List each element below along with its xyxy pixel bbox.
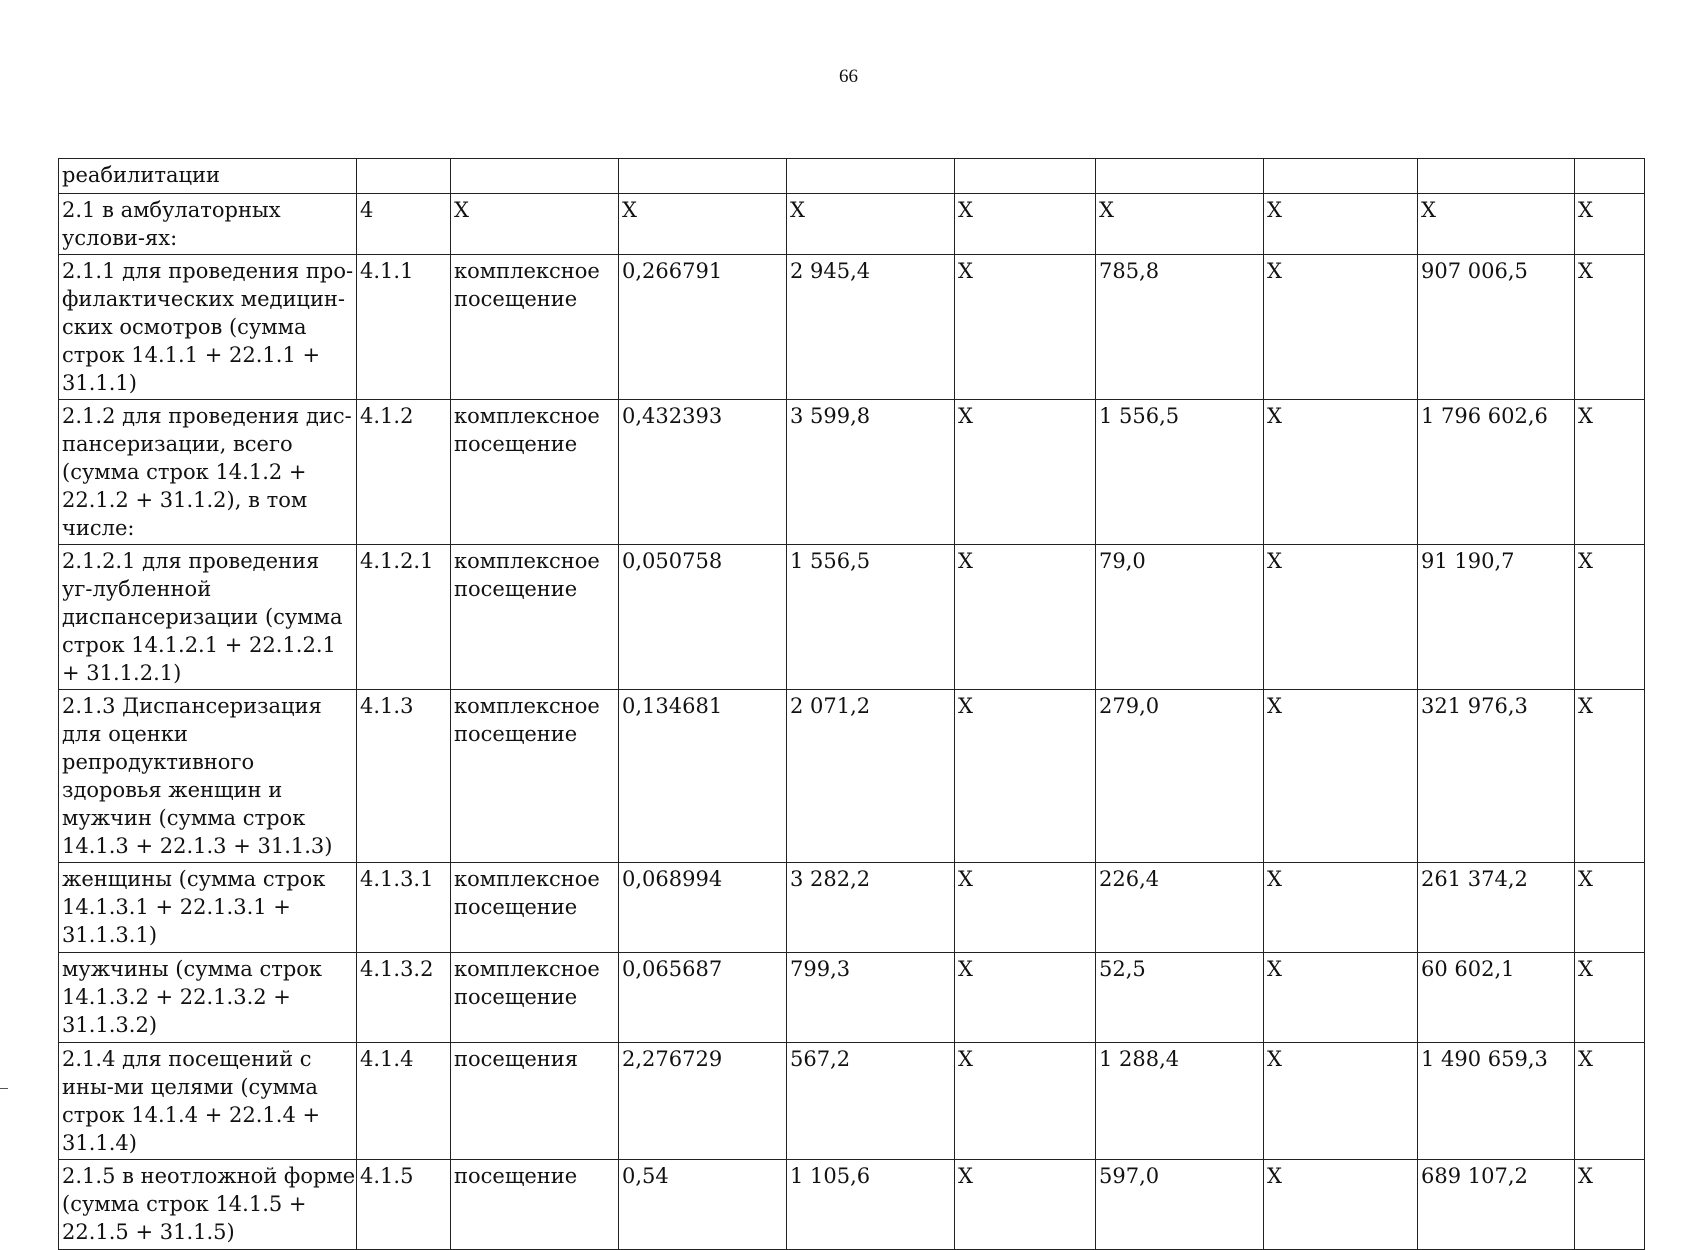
cell-value: X [955,1043,1096,1160]
cell-code: 4.1.4 [357,1043,451,1160]
cell-value: 597,0 [1096,1160,1264,1250]
cell-value: X [1264,863,1418,953]
cell-code: 4 [357,194,451,255]
cell-value: 799,3 [787,953,955,1043]
cell-value: X [1264,953,1418,1043]
table-row [59,255,1645,400]
cell-value: 689 107,2 [1418,1160,1575,1250]
cell-value: X [1575,545,1645,690]
cell-code: 4.1.5 [357,1160,451,1250]
cell-value: X [1575,194,1645,255]
cell-value: 907 006,5 [1418,255,1575,400]
cell-name: 2.1.3 Диспансеризация для оценки репродуктивного здоровья женщин и мужчин (сумма строк 14.1.3 + 22.1.3 + 31.1.3) [59,690,357,863]
cell-value: X [1264,545,1418,690]
cell-value: X [1575,255,1645,400]
cell-value: 279,0 [1096,690,1264,863]
cell-value: X [1575,863,1645,953]
table-row [59,1043,1645,1160]
cell-value: 0,266791 [619,255,787,400]
table-row [59,953,1645,1043]
cell-value [955,159,1096,194]
cell-code: 4.1.1 [357,255,451,400]
cell-unit: посещения [451,1043,619,1160]
cell-value: X [955,953,1096,1043]
cell-value: 0,065687 [619,953,787,1043]
cell-value: X [1575,1160,1645,1250]
cell-value: 261 374,2 [1418,863,1575,953]
table-row [59,863,1645,953]
cell-unit: комплексное посещение [451,545,619,690]
cell-value: 1 556,5 [1096,400,1264,545]
cell-value: 1 288,4 [1096,1043,1264,1160]
cell-value: 0,050758 [619,545,787,690]
cell-value: X [955,690,1096,863]
cell-value [787,159,955,194]
cell-value: X [1575,690,1645,863]
cell-value: X [1264,194,1418,255]
cell-value [1575,159,1645,194]
cell-value: X [619,194,787,255]
cell-code: 4.1.3.1 [357,863,451,953]
cell-value: 321 976,3 [1418,690,1575,863]
cell-value: 52,5 [1096,953,1264,1043]
cell-value: 2 071,2 [787,690,955,863]
cell-value: X [1264,1160,1418,1250]
cell-value: X [1418,194,1575,255]
cell-name: мужчины (сумма строк 14.1.3.2 + 22.1.3.2 + 31.1.3.2) [59,953,357,1043]
cell-value: X [1264,255,1418,400]
cell-value: 79,0 [1096,545,1264,690]
cell-value: X [1264,690,1418,863]
cell-value: X [955,400,1096,545]
cell-value: 2 945,4 [787,255,955,400]
cell-unit: комплексное посещение [451,400,619,545]
cell-value: 1 796 602,6 [1418,400,1575,545]
cell-value: X [1264,1043,1418,1160]
cell-value [1096,159,1264,194]
cell-value: X [955,1160,1096,1250]
cell-value: X [1575,1043,1645,1160]
cell-name: реабилитации [59,159,357,194]
cell-value: 226,4 [1096,863,1264,953]
cell-value: 1 105,6 [787,1160,955,1250]
table-row [59,400,1645,545]
cell-value: 785,8 [1096,255,1264,400]
margin-mark [0,1088,8,1089]
cell-unit: посещение [451,1160,619,1250]
cell-name: женщины (сумма строк 14.1.3.1 + 22.1.3.1 + 31.1.3.1) [59,863,357,953]
cell-value: 0,068994 [619,863,787,953]
cell-value: X [1575,953,1645,1043]
cell-unit [451,159,619,194]
cell-value: X [1575,400,1645,545]
cell-name: 2.1 в амбулаторных услови-ях: [59,194,357,255]
cell-value: X [955,194,1096,255]
cell-value [1418,159,1575,194]
cell-name: 2.1.2 для проведения дис-пансеризации, всего (сумма строк 14.1.2 + 22.1.2 + 31.1.2), в том числе: [59,400,357,545]
page-number: 66 [839,66,858,87]
cell-value [1264,159,1418,194]
cell-value: 60 602,1 [1418,953,1575,1043]
table-row [59,159,1645,194]
cell-value: 3 599,8 [787,400,955,545]
cell-unit: комплексное посещение [451,863,619,953]
cell-value: X [1096,194,1264,255]
cell-code: 4.1.3 [357,690,451,863]
cell-value: 91 190,7 [1418,545,1575,690]
cell-value: 1 490 659,3 [1418,1043,1575,1160]
table-row [59,545,1645,690]
table-row [59,194,1645,255]
cell-value: X [955,863,1096,953]
cell-code: 4.1.2 [357,400,451,545]
cell-value: 1 556,5 [787,545,955,690]
cell-value: 0,134681 [619,690,787,863]
cell-name: 2.1.2.1 для проведения уг-лубленной диспансеризации (сумма строк 14.1.2.1 + 22.1.2.1 + 31.1.2.1) [59,545,357,690]
cell-value: 567,2 [787,1043,955,1160]
cell-unit: комплексное посещение [451,690,619,863]
cell-value: 3 282,2 [787,863,955,953]
cell-value: 0,432393 [619,400,787,545]
cell-value: X [1264,400,1418,545]
cell-unit: комплексное посещение [451,953,619,1043]
cell-unit: комплексное посещение [451,255,619,400]
cell-name: 2.1.5 в неотложной форме (сумма строк 14.1.5 + 22.1.5 + 31.1.5) [59,1160,357,1250]
cell-value: X [955,545,1096,690]
cell-value [619,159,787,194]
cell-unit: X [451,194,619,255]
cell-value: X [955,255,1096,400]
cell-code: 4.1.2.1 [357,545,451,690]
cell-name: 2.1.4 для посещений с ины-ми целями (сумма строк 14.1.4 + 22.1.4 + 31.1.4) [59,1043,357,1160]
cell-code: 4.1.3.2 [357,953,451,1043]
cell-code [357,159,451,194]
data-table [58,158,1645,1250]
table-row [59,690,1645,863]
cell-name: 2.1.1 для проведения про-филактических медицин-ских осмотров (сумма строк 14.1.1 + 22.1.1 + 31.1.1) [59,255,357,400]
cell-value: X [787,194,955,255]
cell-value: 2,276729 [619,1043,787,1160]
table-row [59,1160,1645,1250]
cell-value: 0,54 [619,1160,787,1250]
